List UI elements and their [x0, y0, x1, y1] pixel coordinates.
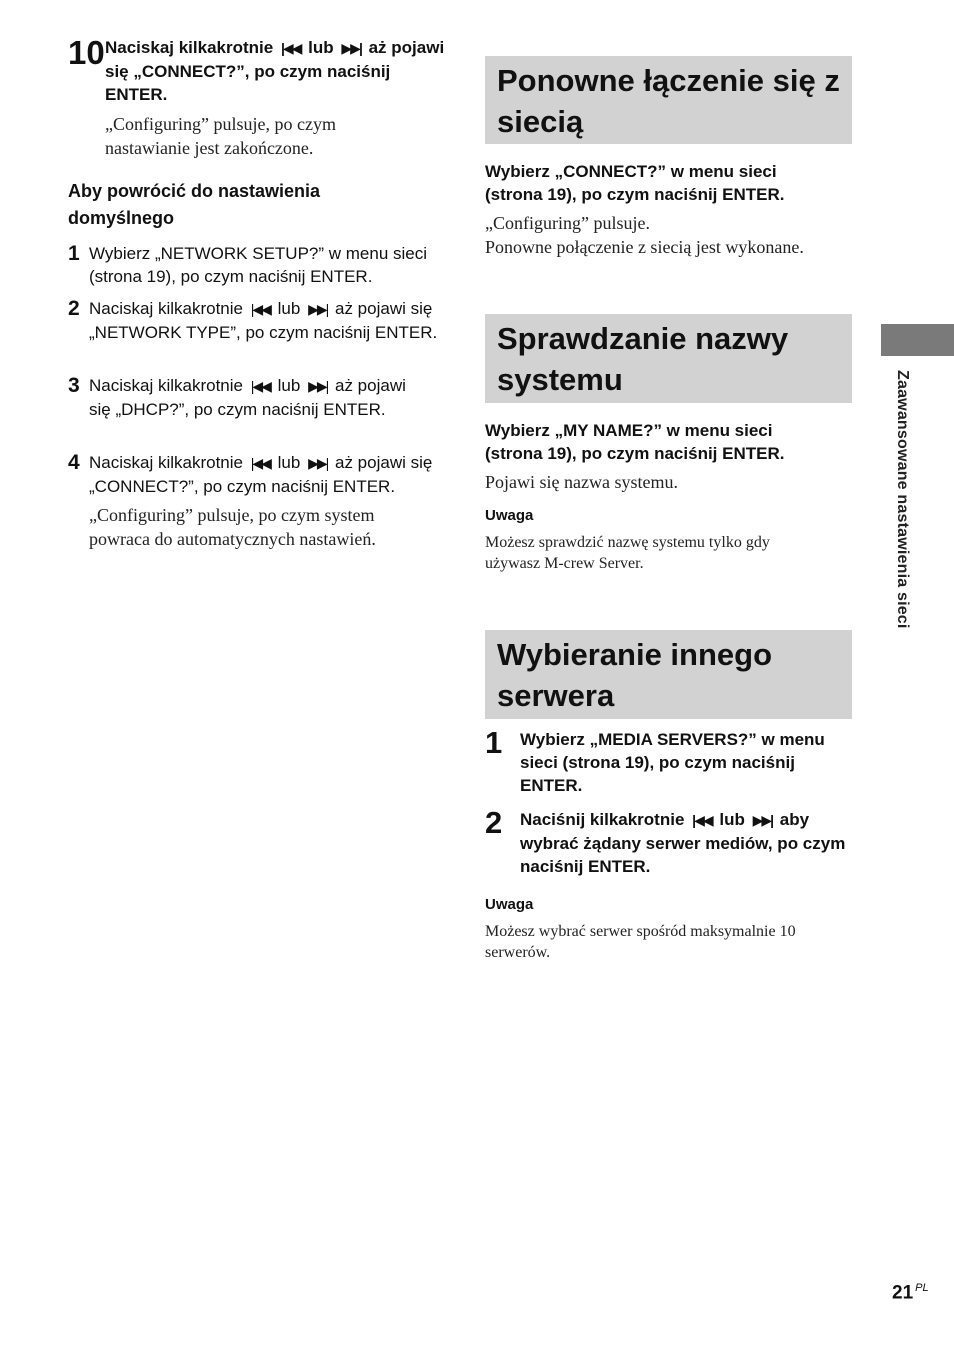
system-name-instruction: Wybierz „MY NAME?” w menu sieci (strona 19), po czym naciśnij ENTER.: [485, 421, 785, 463]
chapter-side-label: Zaawansowane nastawienia sieci: [894, 370, 911, 629]
note-label: Uwaga: [485, 507, 534, 524]
section-heading-other-server: Wybieranie innego serwera: [485, 630, 852, 719]
reset-step-1: 1 Wybierz „NETWORK SETUP?” w menu sieci (strona 19), po czym naciśnij ENTER.: [68, 242, 428, 286]
reset-step-2: 2 Naciskaj kilkakrotnie |◀◀ lub ▶▶| aż pojawi się „NETWORK TYPE”, po czym naciśnij ENTER.: [68, 297, 438, 342]
next-track-icon: ▶▶|: [752, 812, 773, 828]
prev-track-icon: |◀◀: [250, 301, 270, 317]
reconnect-instruction: Wybierz „CONNECT?” w menu sieci (strona 19), po czym naciśnij ENTER.: [485, 162, 785, 204]
section-heading-reconnect: Ponowne łączenie się z siecią: [485, 56, 852, 144]
note-text: Możesz wybrać serwer spośród maksymalnie 10 serwerów.: [485, 923, 796, 961]
step-note: „Configuring” pulsuje, po czym system powraca do automatycznych nastawień.: [89, 505, 376, 549]
step-instruction: Naciskaj kilkakrotnie |◀◀ lub ▶▶| aż pojawi się „CONNECT?”, po czym naciśnij ENTER.: [105, 38, 445, 104]
next-track-icon: ▶▶|: [341, 40, 361, 56]
note-label: Uwaga: [485, 896, 534, 913]
prev-track-icon: |◀◀: [250, 378, 270, 394]
subheading: Aby powrócić do nastawienia domyślnego: [68, 181, 321, 228]
system-name-result: Pojawi się nazwa systemu.: [485, 472, 678, 492]
section-heading-system-name: Sprawdzanie nazwy systemu: [485, 314, 852, 403]
step-note: „Configuring” pulsuje, po czym nastawianie jest zakończone.: [105, 114, 336, 158]
reset-step-4: 4 Naciskaj kilkakrotnie |◀◀ lub ▶▶| aż pojawi się „CONNECT?”, po czym naciśnij ENTER. „Configuring” pulsuje, po czym system powraca do automatycznych nastawień.: [68, 451, 433, 549]
note-text: Możesz sprawdzić nazwę systemu tylko gdy używasz M-crew Server.: [485, 534, 770, 572]
page-number: 21 $^{PL}$: [892, 1282, 929, 1304]
server-step-1: 1 Wybierz „MEDIA SERVERS?” w menu sieci (strona 19), po czym naciśnij ENTER.: [485, 725, 825, 795]
next-track-icon: ▶▶|: [308, 301, 328, 317]
step-10: [68, 36, 448, 160]
prev-track-icon: |◀◀: [692, 812, 712, 828]
step-number: 10: [68, 34, 105, 71]
next-track-icon: ▶▶|: [308, 455, 328, 471]
server-step-2: 2 Naciśnij kilkakrotnie |◀◀ lub ▶▶| aby wybrać żądany serwer mediów, po czym naciśnij ENTER.: [485, 805, 846, 876]
prev-track-icon: |◀◀: [250, 455, 270, 471]
prev-track-icon: |◀◀: [280, 40, 301, 56]
next-track-icon: ▶▶|: [308, 378, 328, 394]
chapter-tab: [881, 324, 954, 356]
reset-step-3: 3 Naciskaj kilkakrotnie |◀◀ lub ▶▶| aż pojawi się „DHCP?”, po czym naciśnij ENTER.: [68, 374, 406, 419]
reconnect-result: „Configuring” pulsuje. Ponowne połączenie z siecią jest wykonane.: [485, 213, 804, 257]
